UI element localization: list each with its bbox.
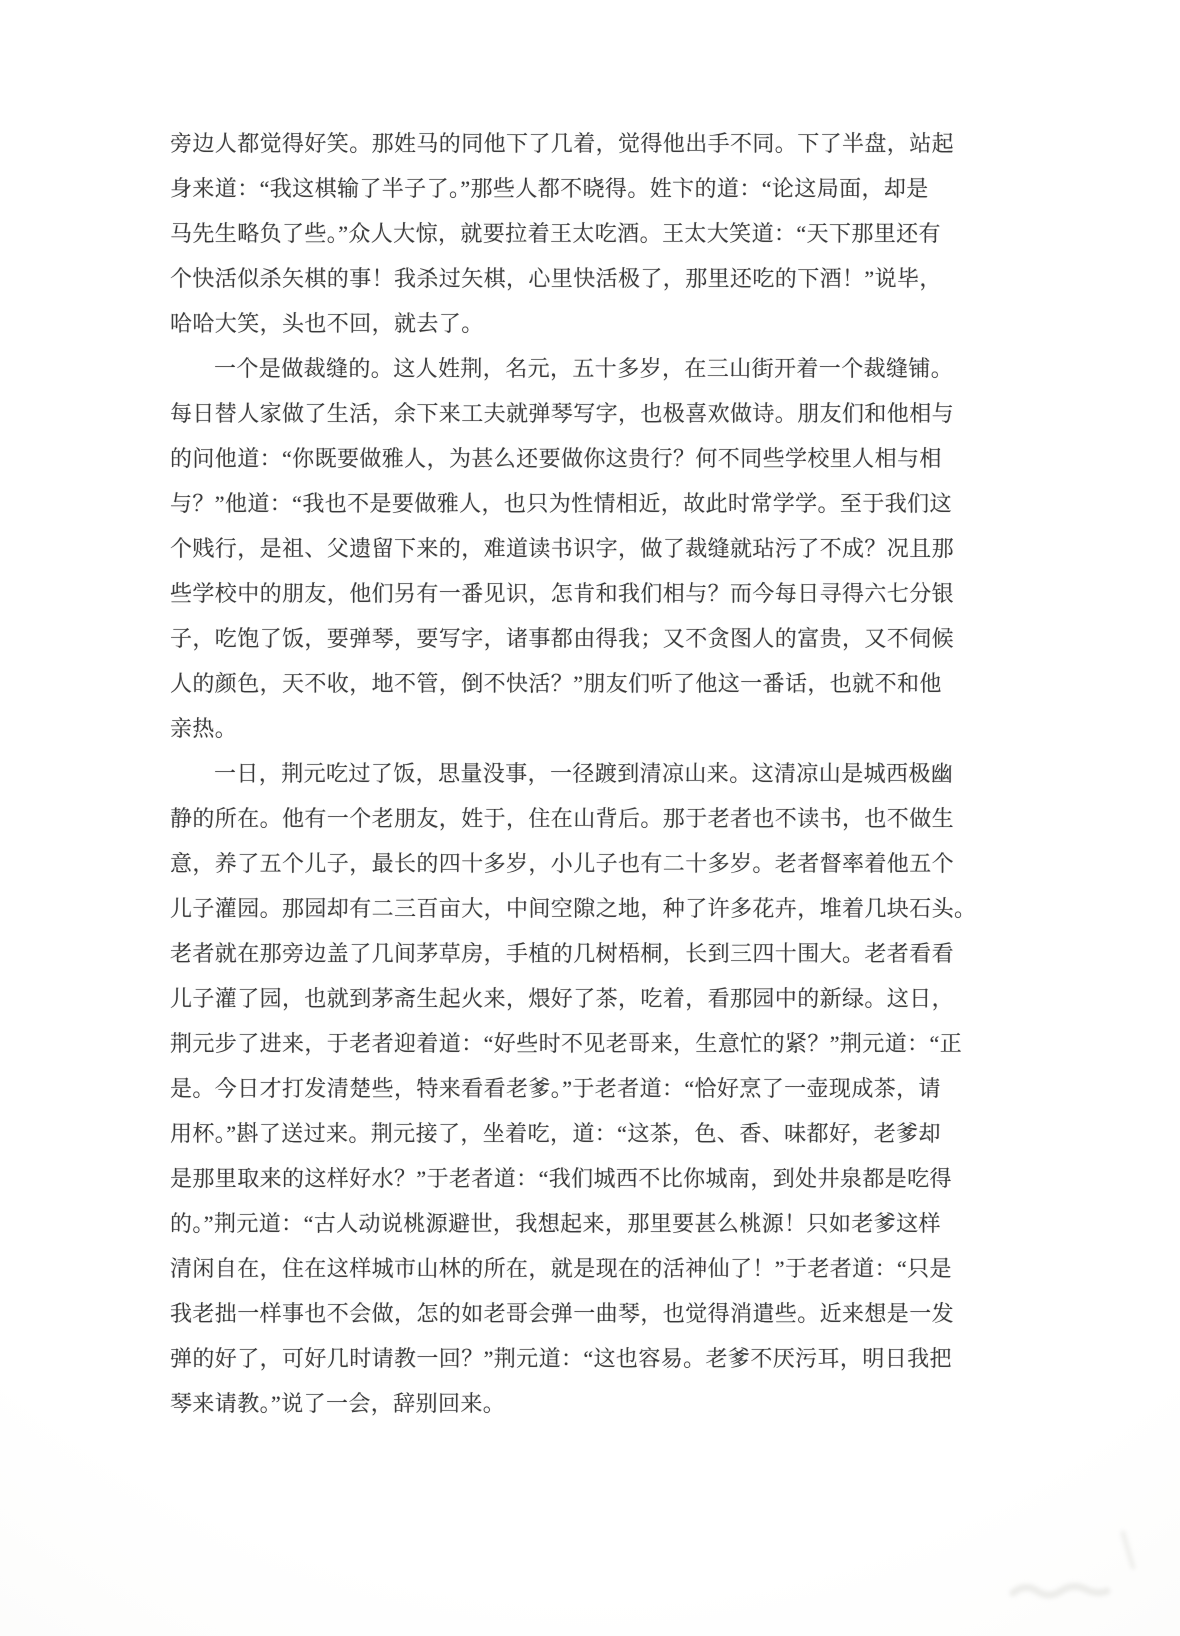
text-line: 马先生略负了些。”众人大惊，就要拉着王太吃酒。王太大笑道：“天下那里还有 xyxy=(170,221,941,246)
text-line: 用杯。”斟了送过来。荆元接了，坐着吃，道：“这茶，色、香、味都好，老爹却 xyxy=(170,1121,941,1146)
text-line: 些学校中的朋友，他们另有一番见识，怎肯和我们相与？而今每日寻得六七分银 xyxy=(170,581,955,606)
text-line: 个贱行，是祖、父遗留下来的，难道读书识字，做了裁缝就玷污了不成？况且那 xyxy=(170,536,955,561)
text-line: 哈哈大笑，头也不回，就去了。 xyxy=(170,311,484,336)
text-line: 亲热。 xyxy=(170,716,238,741)
text-line: 荆元步了进来，于老者迎着道：“好些时不见老哥来，生意忙的紧？”荆元道：“正 xyxy=(170,1031,963,1056)
text-line: 人的颜色，天不收，地不管，倒不快活？”朋友们听了他这一番话，也就不和他 xyxy=(170,671,942,696)
text-line: 我老拙一样事也不会做，怎的如老哥会弹一曲琴，也觉得消遣些。近来想是一发 xyxy=(170,1301,955,1326)
text-line: 的问他道：“你既要做雅人，为甚么还要做你这贵行？何不同些学校里人相与相 xyxy=(170,446,942,471)
paragraph xyxy=(170,346,1000,751)
text-line: 个快活似杀矢棋的事！我杀过矢棋，心里快活极了，那里还吃的下酒！”说毕， xyxy=(170,266,942,291)
text-line: 每日替人家做了生活，余下来工夫就弹琴写字，也极喜欢做诗。朋友们和他相与 xyxy=(170,401,955,426)
text-line: 老者就在那旁边盖了几间茅草房，手植的几树梧桐，长到三四十围大。老者看看 xyxy=(170,941,955,966)
faint-smudge xyxy=(995,1515,1155,1615)
text-line: 与？”他道：“我也不是要做雅人，也只为性情相近，故此时常学学。至于我们这 xyxy=(170,491,952,516)
text-line: 旁边人都觉得好笑。那姓马的同他下了几着，觉得他出手不同。下了半盘，站起 xyxy=(170,131,955,156)
text-line: 弹的好了，可好几时请教一回？”荆元道：“这也容易。老爹不厌污耳，明日我把 xyxy=(170,1346,952,1371)
text-line: 儿子灌了园，也就到茅斋生起火来，煨好了茶，吃着，看那园中的新绿。这日， xyxy=(170,986,955,1011)
text-line: 是。今日才打发清楚些，特来看看老爹。”于老者道：“恰好烹了一壶现成茶，请 xyxy=(170,1076,941,1101)
text-line: 一日，荆元吃过了饭，思量没事，一径踱到清凉山来。这清凉山是城西极幽 xyxy=(214,761,954,786)
text-line: 儿子灌园。那园却有二三百亩大，中间空隙之地，种了许多花卉，堆着几块石头。 xyxy=(170,896,977,921)
paragraph xyxy=(170,121,1000,346)
text-line: 意，养了五个儿子，最长的四十多岁，小儿子也有二十多岁。老者督率着他五个 xyxy=(170,851,955,876)
text-line: 身来道：“我这棋输了半子了。”那些人都不晓得。姓卞的道：“论这局面，却是 xyxy=(170,176,929,201)
text-line: 静的所在。他有一个老朋友，姓于，住在山背后。那于老者也不读书，也不做生 xyxy=(170,806,955,831)
text-block xyxy=(170,121,1000,1426)
text-line: 一个是做裁缝的。这人姓荆，名元，五十多岁，在三山街开着一个裁缝铺。 xyxy=(214,356,954,381)
text-line: 是那里取来的这样好水？”于老者道：“我们城西不比你城南，到处井泉都是吃得 xyxy=(170,1166,952,1191)
text-line: 琴来请教。”说了一会，辞别回来。 xyxy=(170,1391,506,1416)
text-line: 的。”荆元道：“古人动说桃源避世，我想起来，那里要甚么桃源！只如老爹这样 xyxy=(170,1211,941,1236)
text-line: 清闲自在，住在这样城市山林的所在，就是现在的活神仙了！”于老者道：“只是 xyxy=(170,1256,952,1281)
text-line: 子，吃饱了饭，要弹琴，要写字，诸事都由得我；又不贪图人的富贵，又不伺候 xyxy=(170,626,955,651)
paragraph xyxy=(170,751,1000,1426)
